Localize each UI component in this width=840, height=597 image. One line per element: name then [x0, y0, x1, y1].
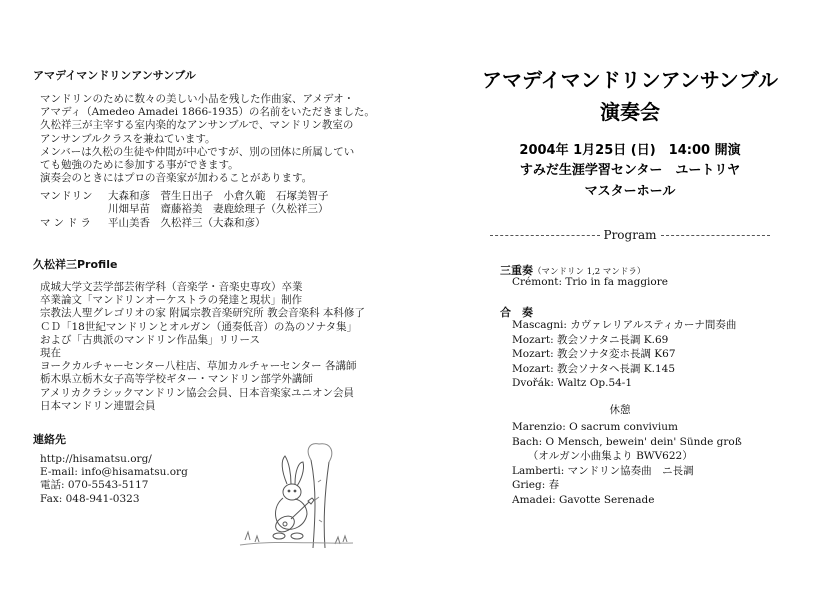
program-item: Grieg: 春: [512, 479, 560, 491]
description-line: アマディ（Amedeo Amadei 1866-1935）の名前をいただきました。: [40, 106, 375, 119]
profile-line: および「古典派のマンドリン作品集」リリース: [40, 333, 260, 346]
description-line: メンバーは久松の生徒や仲間が中心ですが、別の団体に所属してい: [40, 145, 355, 158]
member-list: [40, 190, 329, 230]
description-line: 演奏会のときにはプロの音楽家が加わることがあります。: [40, 172, 313, 185]
program-item: Bach: O Mensch, bewein' dein' Sünde groß: [512, 435, 742, 448]
venue-line-1: すみだ生涯学習センター ユートリヤ: [519, 163, 741, 178]
description-line: マンドリンのために数々の美しい小品を残した作曲家、アメデオ・: [40, 93, 355, 105]
program-item: （オルガン小曲集より BWV622）: [512, 450, 693, 462]
profile-line: 現在: [40, 347, 61, 360]
program-item: Mascagni: カヴァレリアルスティカーナ間奏曲: [512, 319, 737, 331]
program-item: Mozart: 教会ソナタ変ホ長調 K67: [512, 348, 676, 360]
member-row: [40, 190, 329, 203]
contact-lines: [40, 453, 188, 506]
venue-line-2: マスターホール: [584, 184, 676, 199]
concert-title: アマデイマンドリンアンサンブル: [482, 68, 778, 92]
ensemble-part-heading: 合 奏: [500, 306, 533, 319]
program-item: Mozart: 教会ソナタニ長調 K.69: [512, 333, 669, 346]
program-divider: [490, 228, 770, 242]
profile-line: 栃木県立栃木女子高等学校ギター・マンドリン部学外講師: [40, 373, 313, 386]
member-role: [40, 203, 108, 216]
program-item: Dvořák: Waltz Op.54-1: [512, 377, 633, 389]
member-role: マンドラ: [40, 216, 94, 229]
profile-line: 宗教法人聖グレゴリオの家 附属宗教音楽研究所 教会音楽科 本科修了: [40, 307, 365, 320]
contact-line: Fax: 048-941-0323: [40, 492, 140, 505]
program-item: Lamberti: マンドリン協奏曲 ニ長調: [512, 464, 694, 477]
trio-list: [512, 275, 668, 290]
profile-line: アメリカクラシックマンドリン協会会員、日本音楽家ユニオン会員: [40, 386, 355, 399]
profile-lines: [40, 281, 365, 413]
divider-dash-left: [490, 235, 600, 236]
member-names: 大森和彦 菅生日出子 小倉久範 石塚美智子: [108, 190, 329, 202]
ensemble-description: [40, 93, 375, 185]
contact-heading: 連絡先: [33, 433, 66, 446]
trio-heading-label: 三重奏: [500, 264, 533, 277]
program-label: Program: [603, 228, 657, 242]
profile-line: 卒業論文「マンドリンオーケストラの発達と現状」制作: [40, 294, 303, 307]
member-names: 平山美香 久松祥三（大森和彦）: [108, 216, 266, 229]
profile-heading: 久松祥三Profile: [33, 258, 118, 271]
divider-dash-right: [661, 235, 771, 236]
description-line: アンサンブルクラスを兼ねています。: [40, 132, 216, 145]
member-row: [40, 217, 329, 230]
description-line: 久松祥三が主宰する室内楽的なアンサンブルで、マンドリン教室の: [40, 119, 354, 132]
ensemble-part1-list: [512, 318, 736, 391]
ensemble-heading: アマデイマンドリンアンサンブル: [33, 69, 196, 82]
program-item: Crémont: Trio in fa maggiore: [512, 276, 668, 288]
rabbit-mandolin-illustration: [235, 440, 355, 550]
profile-line: 成城大学文芸学部芸術学科（音楽学・音楽史専攻）卒業: [40, 281, 303, 293]
member-role: マンドリン: [40, 190, 93, 202]
profile-line: ＣＤ「18世紀マンドリンとオルガン（通奏低音）の為のソナタ集」: [40, 320, 358, 333]
ensemble-part2-list: [512, 420, 742, 507]
contact-line: http://hisamatsu.org/: [40, 453, 152, 465]
profile-line: 日本マンドリン連盟会員: [40, 399, 156, 412]
intermission-label: 休憩: [609, 404, 631, 416]
program-item: Mozart: 教会ソナタヘ長調 K.145: [512, 362, 676, 375]
member-row: [40, 203, 329, 216]
member-names: 川畑早苗 齋藤裕美 妻鹿絵理子（久松祥三）: [108, 203, 329, 216]
program-item: Marenzio: O sacrum convivium: [512, 421, 678, 433]
concert-subtitle: 演奏会: [600, 100, 660, 124]
program-item: Amadei: Gavotte Serenade: [512, 493, 655, 506]
description-line: ても勉強のために参加する事ができます。: [40, 159, 239, 172]
contact-line: 電話: 070-5543-5117: [40, 479, 149, 492]
profile-line: ヨークカルチャーセンター八柱店、草加カルチャーセンター 各講師: [40, 360, 357, 373]
trio-instrument-note: （マンドリン 1,2 マンドラ）: [533, 267, 646, 277]
contact-line: E-mail: info@hisamatsu.org: [40, 466, 188, 479]
concert-date-time: 2004年 1月25日 (日) 14:00 開演: [519, 143, 741, 158]
